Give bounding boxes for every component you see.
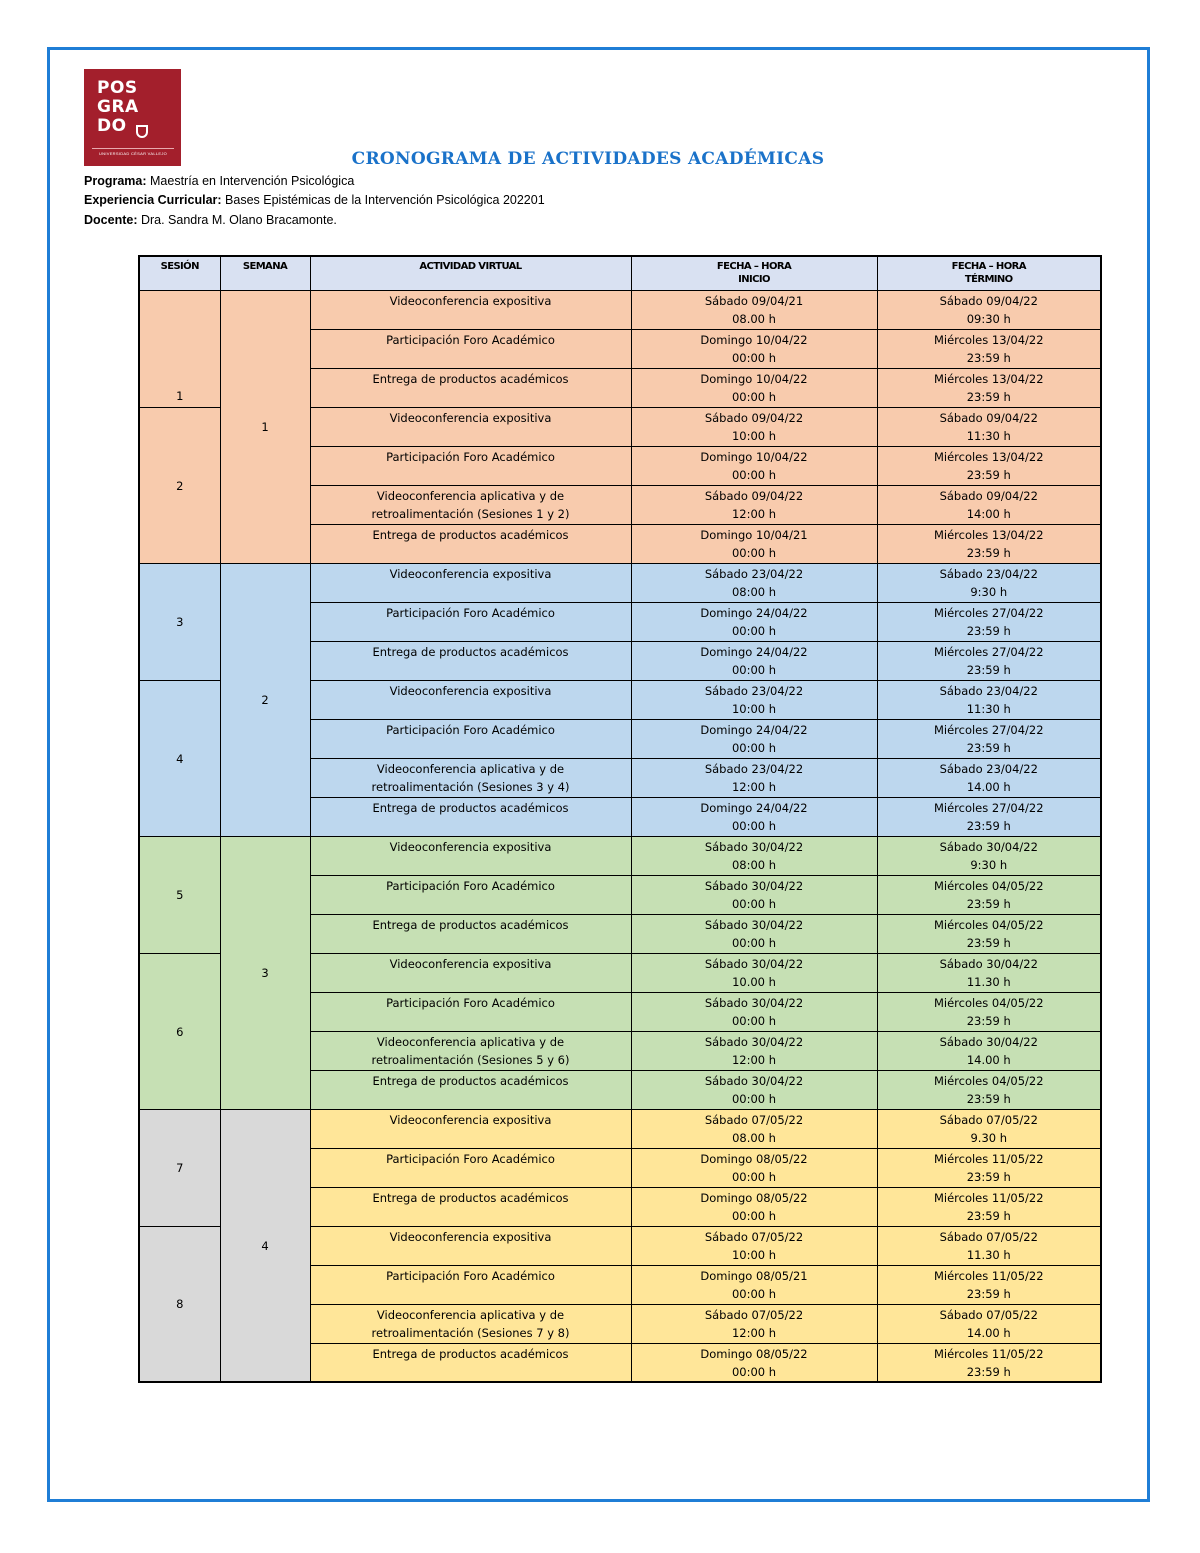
start-date: Sábado 23/04/22: [704, 761, 804, 776]
activity-cell: [310, 524, 631, 563]
activity-cell: [310, 1226, 631, 1265]
header-termino-line-1: FECHA – HORA: [951, 261, 1026, 272]
start-date: Domingo 10/04/22: [700, 449, 808, 464]
start-date: Domingo 24/04/22: [700, 644, 808, 659]
activity-line-1: Videoconferencia aplicativa y de: [376, 761, 565, 776]
end-date: Miércoles 13/04/22: [933, 527, 1044, 542]
logo-divider: [92, 148, 174, 149]
activity-line-1: Videoconferencia expositiva: [389, 1112, 552, 1127]
activity-line-1: Entrega de productos académicos: [372, 1346, 569, 1361]
end-datetime-cell: [877, 1070, 1101, 1109]
start-time: 12:00 h: [731, 779, 777, 794]
start-datetime-cell: [631, 290, 877, 329]
activity-cell: [310, 992, 631, 1031]
start-datetime-cell: [631, 1031, 877, 1070]
end-date: Miércoles 13/04/22: [933, 371, 1044, 386]
table-row: [139, 1109, 1101, 1148]
header-inicio-line-1: FECHA – HORA: [716, 261, 792, 272]
end-datetime-cell: [877, 524, 1101, 563]
start-time: 00:00 h: [731, 1013, 777, 1028]
start-datetime-cell: [631, 680, 877, 719]
logo-line-2: GRA: [97, 97, 139, 117]
start-date: Sábado 09/04/22: [704, 410, 804, 425]
week-cell: 2: [220, 563, 310, 836]
start-date: Sábado 30/04/22: [704, 995, 804, 1010]
activity-cell: [310, 446, 631, 485]
activity-cell: [310, 836, 631, 875]
activity-line-1: Videoconferencia expositiva: [389, 683, 552, 698]
end-datetime-cell: [877, 602, 1101, 641]
start-date: Sábado 09/04/21: [704, 293, 804, 308]
activity-cell: [310, 368, 631, 407]
end-time: 23:59 h: [966, 389, 1011, 404]
start-date: Sábado 07/05/22: [704, 1229, 804, 1244]
start-time: 00:00 h: [731, 1091, 777, 1106]
end-time: 23:59 h: [966, 662, 1011, 677]
activity-cell: [310, 758, 631, 797]
start-datetime-cell: [631, 719, 877, 758]
end-time: 23:59 h: [966, 623, 1011, 638]
end-time: 14.00 h: [966, 779, 1011, 794]
end-date: Miércoles 11/05/22: [933, 1346, 1044, 1361]
activity-line-1: Participación Foro Académico: [386, 605, 555, 620]
session-cell: 6: [139, 953, 220, 1109]
programa-value: Maestría en Intervención Psicológica: [146, 174, 355, 188]
docente-value: Dra. Sandra M. Olano Bracamonte.: [137, 213, 337, 227]
start-date: Sábado 09/04/22: [704, 488, 804, 503]
activity-cell: [310, 875, 631, 914]
start-time: 12:00 h: [731, 1052, 777, 1067]
end-datetime-cell: [877, 329, 1101, 368]
start-time: 00:00 h: [731, 350, 777, 365]
activity-line-2: retroalimentación (Sesiones 3 y 4): [371, 779, 570, 794]
start-time: 00:00 h: [731, 896, 777, 911]
start-datetime-cell: [631, 875, 877, 914]
start-datetime-cell: [631, 1187, 877, 1226]
activity-line-2: retroalimentación (Sesiones 7 y 8): [371, 1325, 570, 1340]
end-date: Sábado 09/04/22: [939, 488, 1038, 503]
end-date: Miércoles 11/05/22: [933, 1151, 1044, 1166]
activity-cell: [310, 602, 631, 641]
end-time: 23:59 h: [966, 935, 1011, 950]
end-time: 23:59 h: [966, 1286, 1011, 1301]
logo-subtitle: UNIVERSIDAD CÉSAR VALLEJO: [98, 151, 168, 156]
start-datetime-cell: [631, 836, 877, 875]
end-datetime-cell: [877, 641, 1101, 680]
activity-line-1: Videoconferencia aplicativa y de: [376, 1307, 565, 1322]
experiencia-line: [84, 193, 545, 208]
start-date: Domingo 10/04/21: [700, 527, 808, 542]
session-cell: 7: [139, 1109, 220, 1226]
activity-cell: [310, 953, 631, 992]
activity-cell: [310, 290, 631, 329]
start-date: Domingo 10/04/22: [700, 332, 808, 347]
session-cell: 2: [139, 407, 220, 563]
end-time: 23:59 h: [966, 1169, 1011, 1184]
start-time: 00:00 h: [731, 818, 777, 833]
start-datetime-cell: [631, 1343, 877, 1382]
activity-cell: [310, 641, 631, 680]
start-datetime-cell: [631, 1070, 877, 1109]
session-cell: 3: [139, 563, 220, 680]
week-cell: 1: [220, 290, 310, 563]
activity-cell: [310, 485, 631, 524]
programa-label: Programa:: [84, 174, 147, 188]
start-datetime-cell: [631, 485, 877, 524]
end-date: Miércoles 27/04/22: [933, 800, 1044, 815]
end-date: Miércoles 04/05/22: [933, 878, 1044, 893]
start-datetime-cell: [631, 758, 877, 797]
activity-cell: [310, 914, 631, 953]
activity-line-1: Entrega de productos académicos: [372, 527, 569, 542]
week-cell: 4: [220, 1109, 310, 1382]
activity-line-1: Videoconferencia aplicativa y de: [376, 488, 565, 503]
start-date: Domingo 24/04/22: [700, 605, 808, 620]
activity-line-1: Participación Foro Académico: [386, 722, 555, 737]
start-date: Sábado 30/04/22: [704, 839, 804, 854]
end-datetime-cell: [877, 1265, 1101, 1304]
end-datetime-cell: [877, 368, 1101, 407]
activity-cell: [310, 1343, 631, 1382]
end-time: 11.30 h: [966, 974, 1011, 989]
start-date: Domingo 08/05/22: [700, 1346, 808, 1361]
start-date: Sábado 07/05/22: [704, 1307, 804, 1322]
end-datetime-cell: [877, 290, 1101, 329]
start-time: 10:00 h: [731, 428, 777, 443]
start-date: Domingo 08/05/22: [700, 1151, 808, 1166]
start-date: Domingo 08/05/22: [700, 1190, 808, 1205]
end-date: Miércoles 11/05/22: [933, 1268, 1044, 1283]
header-inicio: [631, 256, 877, 290]
end-datetime-cell: [877, 1304, 1101, 1343]
start-time: 12:00 h: [731, 1325, 777, 1340]
end-datetime-cell: [877, 407, 1101, 446]
end-date: Sábado 30/04/22: [939, 839, 1038, 854]
start-datetime-cell: [631, 602, 877, 641]
activity-line-1: Videoconferencia aplicativa y de: [376, 1034, 565, 1049]
end-date: Sábado 30/04/22: [939, 1034, 1038, 1049]
start-time: 08.00 h: [732, 311, 776, 326]
activity-cell: [310, 1148, 631, 1187]
end-date: Sábado 23/04/22: [939, 683, 1038, 698]
end-datetime-cell: [877, 680, 1101, 719]
start-time: 12:00 h: [731, 506, 777, 521]
end-time: 23:59 h: [966, 1364, 1011, 1379]
end-datetime-cell: [877, 992, 1101, 1031]
end-time: 23:59 h: [966, 467, 1011, 482]
start-time: 00:00 h: [731, 389, 777, 404]
start-time: 08.00 h: [732, 1130, 776, 1145]
start-datetime-cell: [631, 1304, 877, 1343]
end-date: Sábado 07/05/22: [939, 1112, 1038, 1127]
session-cell: 4: [139, 680, 220, 836]
activity-line-1: Participación Foro Académico: [386, 878, 555, 893]
activity-line-1: Entrega de productos académicos: [372, 800, 569, 815]
end-date: Miércoles 27/04/22: [933, 722, 1044, 737]
start-date: Sábado 30/04/22: [704, 917, 804, 932]
end-datetime-cell: [877, 875, 1101, 914]
start-date: Sábado 30/04/22: [704, 1034, 804, 1049]
start-datetime-cell: [631, 524, 877, 563]
end-date: Sábado 30/04/22: [939, 956, 1038, 971]
start-date: Sábado 30/04/22: [704, 1073, 804, 1088]
start-datetime-cell: [631, 446, 877, 485]
end-date: Sábado 07/05/22: [939, 1307, 1038, 1322]
start-time: 00:00 h: [731, 662, 777, 677]
activity-line-1: Entrega de productos académicos: [372, 644, 569, 659]
activity-line-1: Videoconferencia expositiva: [389, 839, 552, 854]
header-semana: SEMANA: [220, 256, 310, 290]
end-time: 14.00 h: [966, 1052, 1011, 1067]
activity-cell: [310, 719, 631, 758]
session-cell: 1: [139, 290, 220, 407]
header-termino: [877, 256, 1101, 290]
end-date: Miércoles 04/05/22: [933, 995, 1044, 1010]
activity-cell: [310, 1304, 631, 1343]
session-cell: 8: [139, 1226, 220, 1382]
start-datetime-cell: [631, 1109, 877, 1148]
activity-cell: [310, 1187, 631, 1226]
activity-cell: [310, 797, 631, 836]
page-title: CRONOGRAMA DE ACTIVIDADES ACADÉMICAS: [351, 149, 825, 169]
end-datetime-cell: [877, 1187, 1101, 1226]
activity-line-1: Participación Foro Académico: [386, 332, 555, 347]
header-termino-line-2: TÉRMINO: [964, 274, 1013, 285]
start-time: 08:00 h: [731, 584, 777, 599]
end-time: 14:00 h: [966, 506, 1011, 521]
activity-cell: [310, 1031, 631, 1070]
activity-cell: [310, 329, 631, 368]
start-time: 10:00 h: [731, 1247, 777, 1262]
start-datetime-cell: [631, 329, 877, 368]
header-sesion: SESIÓN: [139, 256, 220, 290]
start-date: Domingo 24/04/22: [700, 800, 808, 815]
activity-cell: [310, 563, 631, 602]
start-datetime-cell: [631, 914, 877, 953]
end-datetime-cell: [877, 758, 1101, 797]
end-time: 23:59 h: [966, 350, 1011, 365]
end-date: Miércoles 13/04/22: [933, 449, 1044, 464]
end-date: Miércoles 04/05/22: [933, 917, 1044, 932]
start-time: 00:00 h: [731, 935, 777, 950]
end-date: Sábado 23/04/22: [939, 566, 1038, 581]
end-date: Sábado 09/04/22: [939, 410, 1038, 425]
end-time: 23:59 h: [966, 1013, 1011, 1028]
start-datetime-cell: [631, 1226, 877, 1265]
end-date: Miércoles 04/05/22: [933, 1073, 1044, 1088]
activity-line-1: Participación Foro Académico: [386, 449, 555, 464]
logo-line-3: DO: [97, 116, 127, 136]
end-datetime-cell: [877, 485, 1101, 524]
start-time: 00:00 h: [731, 623, 777, 638]
start-datetime-cell: [631, 407, 877, 446]
activity-line-1: Videoconferencia expositiva: [389, 566, 552, 581]
start-time: 00:00 h: [731, 545, 777, 560]
end-time: 14.00 h: [966, 1325, 1011, 1340]
activity-line-1: Participación Foro Académico: [386, 995, 555, 1010]
start-time: 08:00 h: [731, 857, 777, 872]
header-inicio-line-2: INICIO: [738, 274, 770, 285]
logo-line-1: POS: [97, 78, 138, 98]
end-time: 23:59 h: [966, 740, 1011, 755]
end-time: 11.30 h: [966, 1247, 1011, 1262]
start-time: 00:00 h: [731, 1169, 777, 1184]
programa-line: [84, 174, 354, 189]
activity-line-1: Videoconferencia expositiva: [389, 956, 552, 971]
activity-line-1: Videoconferencia expositiva: [389, 1229, 552, 1244]
start-datetime-cell: [631, 563, 877, 602]
activity-line-1: Entrega de productos académicos: [372, 1073, 569, 1088]
start-datetime-cell: [631, 797, 877, 836]
start-datetime-cell: [631, 1265, 877, 1304]
end-datetime-cell: [877, 1343, 1101, 1382]
activity-line-1: Videoconferencia expositiva: [389, 410, 552, 425]
docente-line: [84, 213, 337, 228]
end-datetime-cell: [877, 719, 1101, 758]
end-time: 11:30 h: [966, 701, 1011, 716]
activity-line-1: Entrega de productos académicos: [372, 917, 569, 932]
start-time: 10.00 h: [732, 974, 776, 989]
end-datetime-cell: [877, 563, 1101, 602]
end-datetime-cell: [877, 1031, 1101, 1070]
table-row: [139, 290, 1101, 329]
experiencia-label: Experiencia Curricular:: [84, 193, 222, 207]
start-date: Domingo 24/04/22: [700, 722, 808, 737]
start-datetime-cell: [631, 992, 877, 1031]
start-datetime-cell: [631, 641, 877, 680]
header-actividad: ACTIVIDAD VIRTUAL: [310, 256, 631, 290]
table-row: [139, 836, 1101, 875]
end-datetime-cell: [877, 914, 1101, 953]
end-time: 23:59 h: [966, 896, 1011, 911]
end-date: Sábado 07/05/22: [939, 1229, 1038, 1244]
start-time: 00:00 h: [731, 1364, 777, 1379]
activity-line-1: Entrega de productos académicos: [372, 371, 569, 386]
end-datetime-cell: [877, 1226, 1101, 1265]
activity-cell: [310, 680, 631, 719]
start-datetime-cell: [631, 368, 877, 407]
week-cell: 3: [220, 836, 310, 1109]
end-date: Miércoles 13/04/22: [933, 332, 1044, 347]
end-time: 9.30 h: [970, 1130, 1008, 1145]
activity-cell: [310, 1070, 631, 1109]
end-datetime-cell: [877, 446, 1101, 485]
activity-line-1: Participación Foro Académico: [386, 1151, 555, 1166]
start-time: 00:00 h: [731, 467, 777, 482]
start-datetime-cell: [631, 953, 877, 992]
start-date: Domingo 08/05/21: [700, 1268, 808, 1283]
start-date: Sábado 23/04/22: [704, 683, 804, 698]
end-datetime-cell: [877, 1109, 1101, 1148]
end-time: 11:30 h: [966, 428, 1011, 443]
table-row: [139, 563, 1101, 602]
end-time: 9:30 h: [970, 857, 1008, 872]
docente-label: Docente:: [84, 213, 138, 227]
table-header-row: [139, 256, 1101, 290]
end-datetime-cell: [877, 797, 1101, 836]
start-datetime-cell: [631, 1148, 877, 1187]
activity-line-2: retroalimentación (Sesiones 5 y 6): [371, 1052, 570, 1067]
end-time: 23:59 h: [966, 545, 1011, 560]
activity-line-2: retroalimentación (Sesiones 1 y 2): [371, 506, 570, 521]
activity-cell: [310, 407, 631, 446]
posgrado-logo: [84, 69, 181, 166]
end-time: 23:59 h: [966, 818, 1011, 833]
schedule-table: [138, 255, 1102, 1383]
activity-cell: [310, 1265, 631, 1304]
end-datetime-cell: [877, 836, 1101, 875]
end-time: 9:30 h: [970, 584, 1008, 599]
end-date: Sábado 23/04/22: [939, 761, 1038, 776]
activity-line-1: Entrega de productos académicos: [372, 1190, 569, 1205]
activity-line-1: Participación Foro Académico: [386, 1268, 555, 1283]
start-time: 10:00 h: [731, 701, 777, 716]
end-time: 09:30 h: [966, 311, 1011, 326]
experiencia-value: Bases Epistémicas de la Intervención Psicológica 202201: [221, 193, 545, 207]
shield-icon: [136, 125, 148, 138]
start-date: Sábado 30/04/22: [704, 878, 804, 893]
start-date: Sábado 07/05/22: [704, 1112, 804, 1127]
end-date: Sábado 09/04/22: [939, 293, 1038, 308]
end-date: Miércoles 27/04/22: [933, 605, 1044, 620]
start-date: Sábado 23/04/22: [704, 566, 804, 581]
end-date: Miércoles 11/05/22: [933, 1190, 1044, 1205]
end-datetime-cell: [877, 1148, 1101, 1187]
end-date: Miércoles 27/04/22: [933, 644, 1044, 659]
start-date: Domingo 10/04/22: [700, 371, 808, 386]
end-time: 23:59 h: [966, 1208, 1011, 1223]
end-time: 23:59 h: [966, 1091, 1011, 1106]
start-time: 00:00 h: [731, 1208, 777, 1223]
start-date: Sábado 30/04/22: [704, 956, 804, 971]
end-datetime-cell: [877, 953, 1101, 992]
activity-line-1: Videoconferencia expositiva: [389, 293, 552, 308]
session-cell: 5: [139, 836, 220, 953]
start-time: 00:00 h: [731, 740, 777, 755]
start-time: 00:00 h: [731, 1286, 777, 1301]
activity-cell: [310, 1109, 631, 1148]
